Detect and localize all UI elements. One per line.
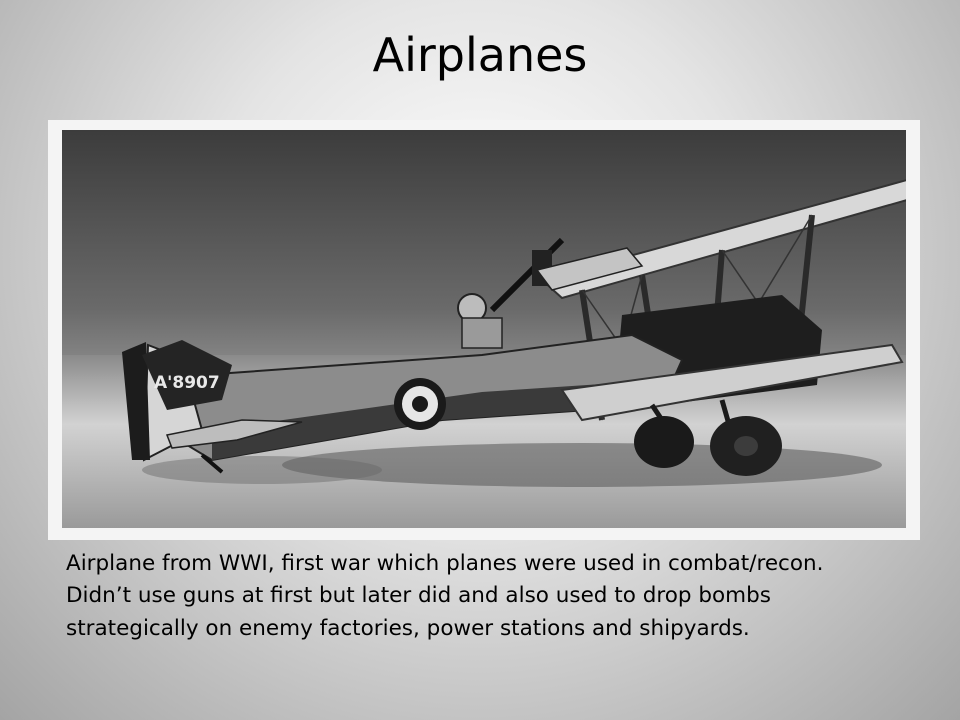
slide-title: Airplanes xyxy=(372,28,588,82)
biplane-photo xyxy=(62,130,906,528)
photo-frame xyxy=(48,120,920,540)
slide-caption: Airplane from WWI, first war which planes were used in combat/recon. Didn’t use guns at first but later did and also used to drop bombs strategically on enemy factories, power stations and shipyards. xyxy=(66,551,824,641)
tail-shadow xyxy=(142,456,382,484)
pilot-body xyxy=(462,318,502,348)
wheel-hub xyxy=(734,436,758,456)
left-wheel xyxy=(634,416,694,468)
tail-marking: A'8907 xyxy=(154,373,220,393)
roundel-center xyxy=(412,396,428,412)
